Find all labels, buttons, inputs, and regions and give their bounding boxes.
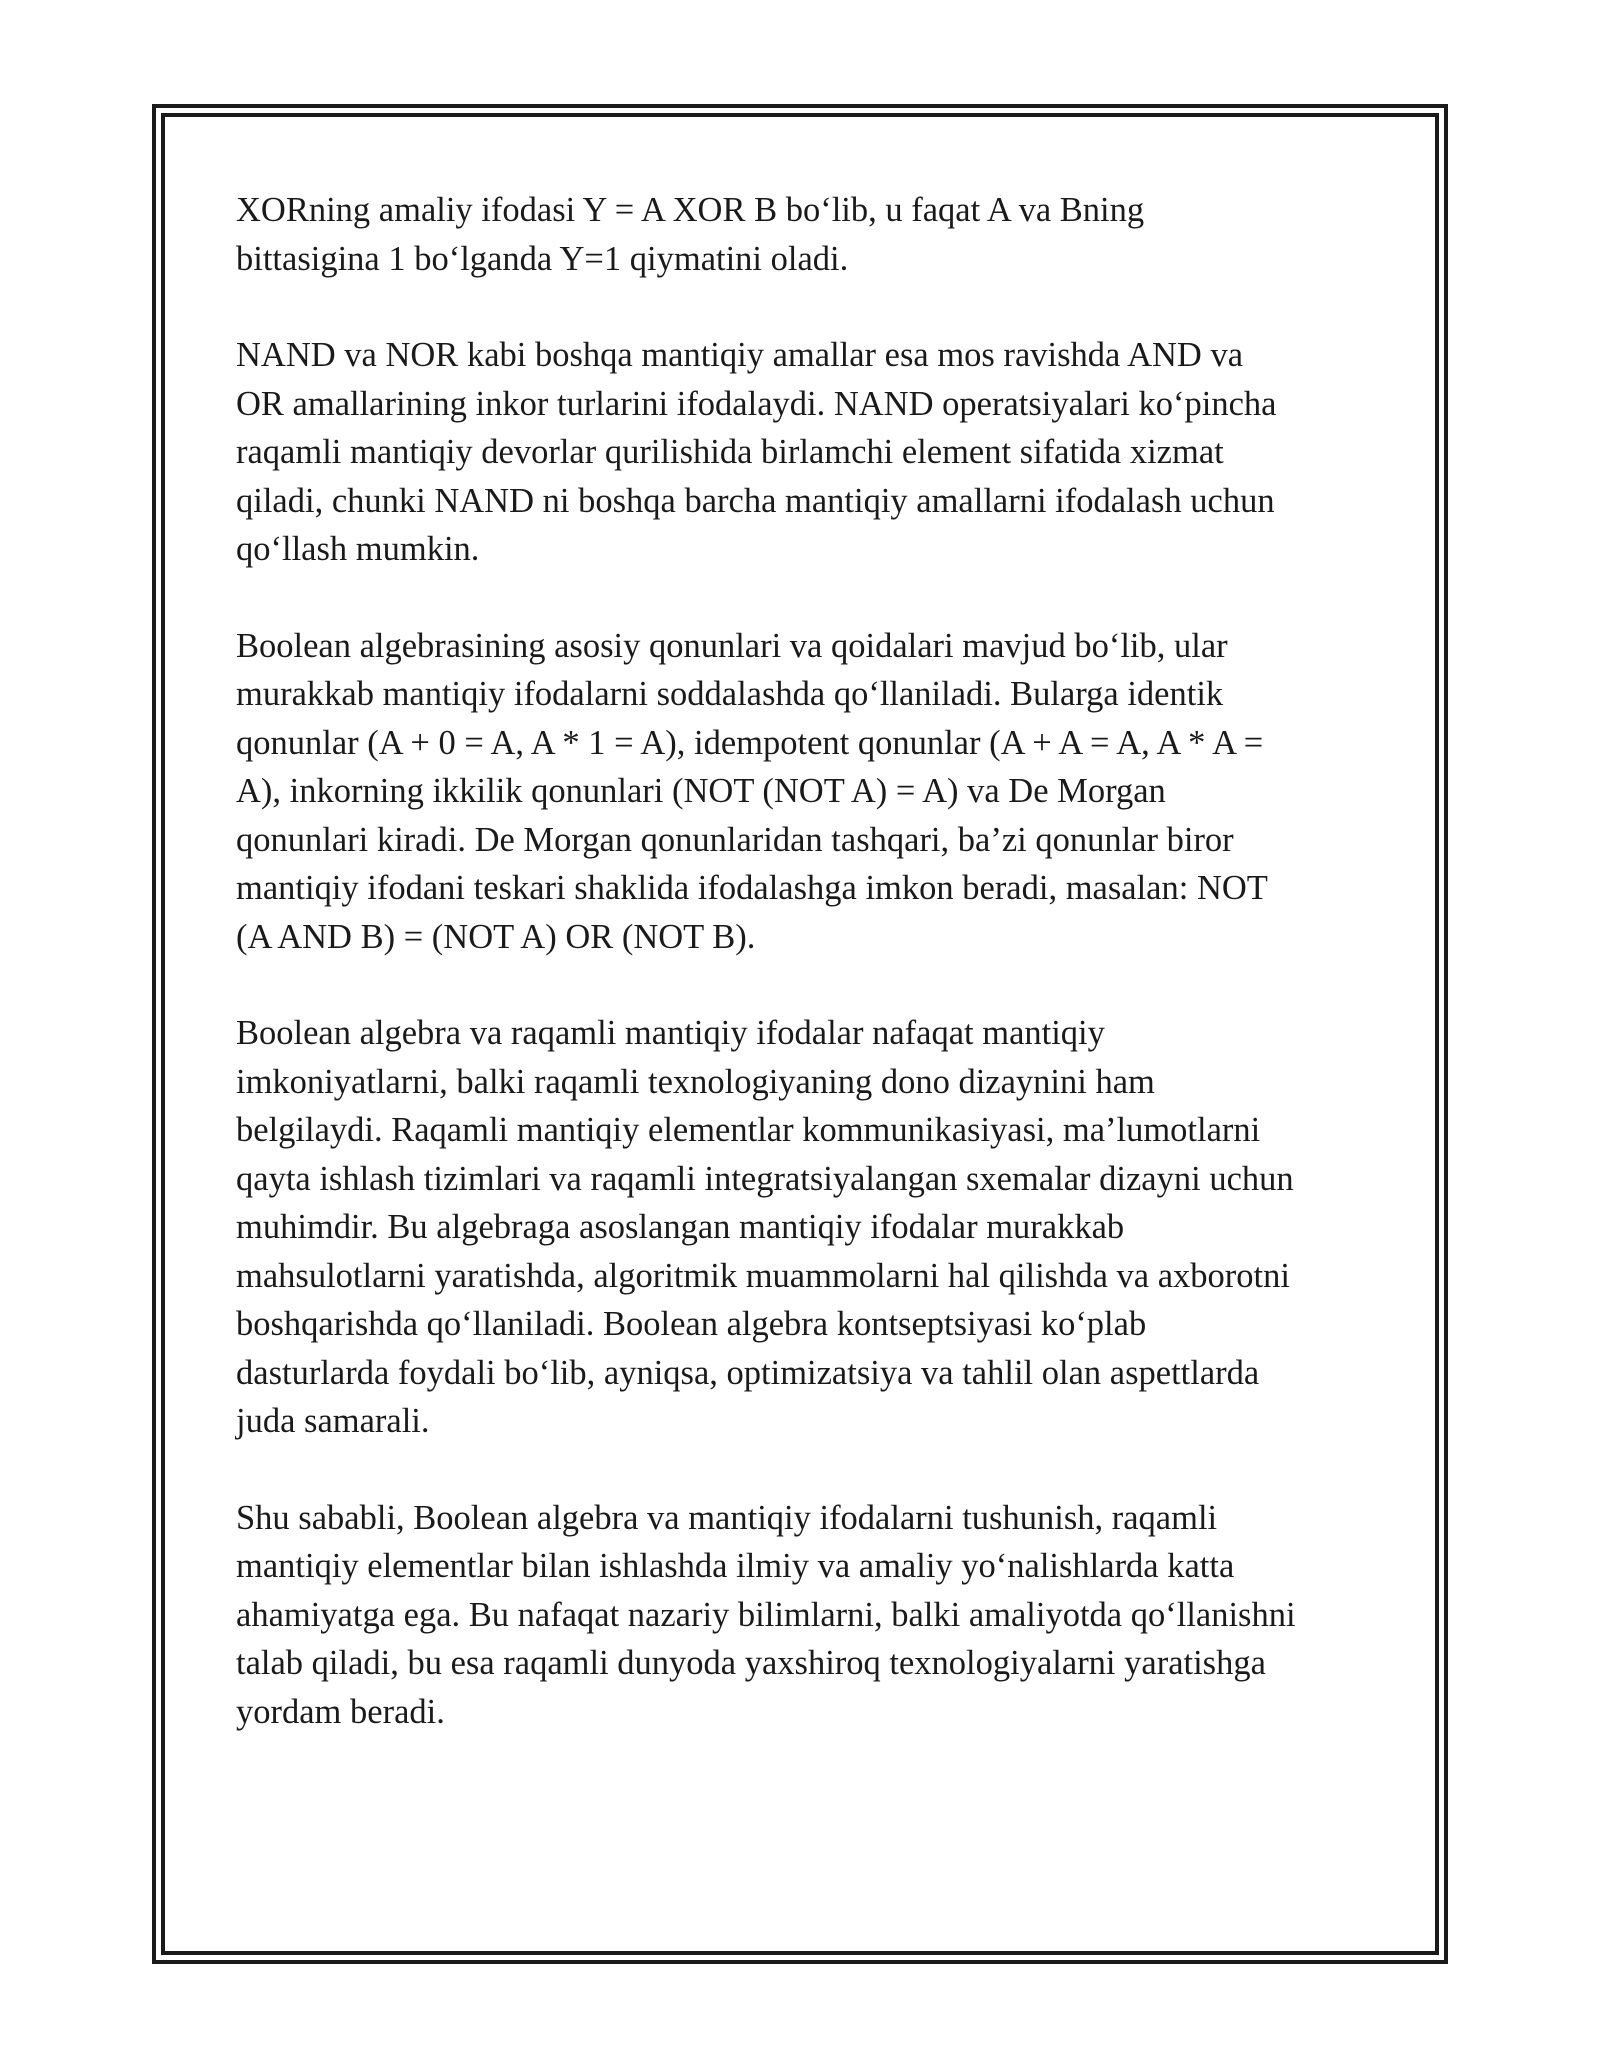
paragraph-digital-logic: Boolean algebra va raqamli mantiqiy ifodalar nafaqat mantiqiy imkoniyatlarni, balki raqamli texnologiyaning dono dizaynini ham belgilaydi. Raqamli mantiqiy elementlar kommunikasiyasi, ma’lumotlarni qayta ishlash tizimlari va raqamli integratsiyalangan sxemalar dizayni uchun muhimdir. Bu algebraga asoslangan mantiqiy ifodalar murakkab mahsulotlarni yaratishda, algoritmik muammolarni hal qilishda va axborotni boshqarishda qo‘llaniladi. Boolean algebra kontseptsiyasi ko‘plab dasturlarda foydali bo‘lib, ayniqsa, optimizatsiya va tahlil olan aspettlarda juda samarali. — [236, 1014, 1294, 1440]
paragraph-nand-nor: NAND va NOR kabi boshqa mantiqiy amallar esa mos ravishda AND va OR amallarining inkor turlarini ifodalaydi. NAND operatsiyalari ko‘pincha raqamli mantiqiy devorlar qurilishida birlamchi element sifatida xizmat qiladi, chunki NAND ni boshqa barcha mantiqiy amallarni ifodalash uchun qo‘llash mumkin. — [236, 336, 1277, 568]
paragraph-boolean-laws: Boolean algebrasining asosiy qonunlari va qoidalari mavjud bo‘lib, ular murakkab mantiqiy ifodalarni soddalashda qo‘llaniladi. Bularga identik qonunlar (A + 0 = A, A * 1 = A), idempotent qonunlar (A + A = A, A * A = A), inkorning ikkilik qonunlari (NOT (NOT A) = A) va De Morgan qonunlari kiradi. De Morgan qonunlaridan tashqari, ba’zi qonunlar biror mantiqiy ifodani teskari shaklida ifodalashga imkon beradi, masalan: NOT (A AND B) = (NOT A) OR (NOT B). — [236, 626, 1268, 956]
paragraph-conclusion: Shu sababli, Boolean algebra va mantiqiy ifodalarni tushunish, raqamli mantiqiy elementlar bilan ishlashda ilmiy va amaliy yo‘nalishlarda katta ahamiyatga ega. Bu nafaqat nazariy bilimlarni, balki amaliyotda qo‘llanishni talab qiladi, bu esa raqamli dunyoda yaxshiroq texnologiyalarni yaratishga yordam beradi. — [236, 1498, 1296, 1731]
document-body — [236, 186, 1376, 1784]
paragraph-xor: XORning amaliy ifodasi Y = A XOR B bo‘lib, u faqat A va Bning bittasigina 1 bo‘lganda Y=1 qiymatini oladi. — [236, 191, 1145, 278]
